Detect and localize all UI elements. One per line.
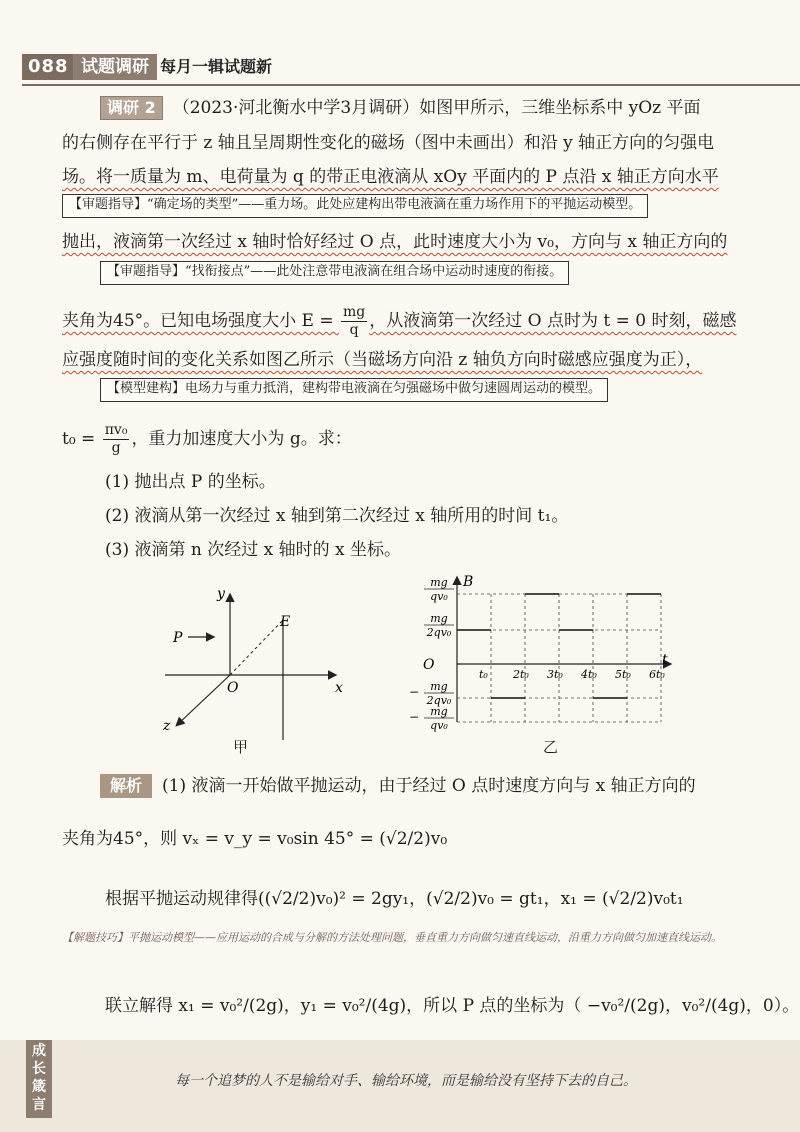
frac-E-den: q [349,322,359,338]
question-1: (1) 抛出点 P 的坐标。 [105,472,276,492]
axis-z [177,675,230,725]
footer-band [0,1040,800,1132]
problem-line-1 [100,96,701,120]
label-B: B [463,574,474,590]
y-tick-label [424,576,454,603]
solution-line-2: 夹角为45°，则 vₓ = v_y = v₀sin 45° = (√2/2)v₀ [62,829,448,849]
y-tick-num: mg [430,680,448,693]
note-model [100,378,608,402]
y-tick-den: 2qv₀ [426,626,452,639]
label-origin: O [423,657,435,673]
frac-E [341,304,367,339]
question-2: (2) 液滴从第一次经过 x 轴到第二次经过 x 轴所用的时间 t₁。 [105,506,569,526]
y-tick-label [409,705,454,732]
problem-line-3: 场。将一质量为 m、电荷量为 q 的带正电液滴从 xOy 平面内的 P 点沿 x 轴正方向水平 [62,167,719,187]
caption-jia: 甲 [233,738,249,756]
y-tick-label [424,612,454,639]
y-tick-sign: − [409,685,420,699]
note-3-text: 【模型建构】电场力与重力抵消，建构带电液滴在匀强磁场中做匀速圆周运动的模型。 [107,381,602,396]
solution-line-1-text: (1) 液滴一开始做平抛运动，由于经过 O 点时速度方向与 x 轴正方向的 [162,776,696,796]
header-rule [22,84,800,86]
header-subtitle: 每月一辑试题新 [160,57,273,76]
y-tick-den: qv₀ [430,590,448,603]
solution-line-3: 根据平抛运动规律得((√2/2)v₀)² = 2gy₁，(√2/2)v₀ = gt₁，x₁ = (√2/2)v₀t₁ [105,889,684,909]
solution-line-1 [100,774,696,798]
label-x: x [335,680,343,696]
solution-tip: 【解题技巧】平抛运动模型——应用运动的合成与分解的方法处理问题，垂直重力方向做匀速直线运动，沿重力方向做匀加速直线运动。 [62,931,722,944]
x-tick-label: 6t₀ [649,668,665,681]
note-2-text: 【审题指导】“找衔接点”——此处注意带电液滴在组合场中运动时速度的衔接。 [107,264,563,279]
frac-E-num: mg [343,304,366,320]
label-O: O [227,680,239,696]
line-5-a: 夹角为45°。已知电场强度大小 E = [62,311,339,331]
y-tick-den: 2qv₀ [426,694,452,707]
section-tag: 试题调研 [73,54,157,80]
line-7-b: ，重力加速度大小为 g。求： [131,429,352,449]
frac-t0-den: g [111,440,121,456]
y-tick-num: mg [430,576,448,589]
problem-line-6: 应强度随时间的变化关系如图乙所示（当磁场方向沿 z 轴负方向时磁感应强度为正）， [62,350,703,370]
frac-t0 [103,422,130,457]
figure-jia [155,580,365,745]
problem-line-1-text: （2023·河北衡水中学3月调研）如图甲所示，三维坐标系中 yOz 平面 [172,98,701,118]
problem-line-2: 的右侧存在平行于 z 轴且呈周期性变化的磁场（图中未画出）和沿 y 轴正方向的匀强电 [62,133,715,153]
footer-side-label: 成长箴言 [26,1040,52,1118]
y-tick-den: qv₀ [430,719,448,732]
caption-yi: 乙 [543,738,559,756]
note-reading-guide-2 [100,261,569,285]
solution-line-4: 联立解得 x₁ = v₀²/(2g)，y₁ = v₀²/(4g)，所以 P 点的坐标为（ −v₀²/(2g)，v₀²/(4g)，0）。 [105,996,800,1016]
x-tick-label: 3t₀ [547,668,563,681]
figure-yi [405,572,680,737]
x-tick-label: t₀ [479,668,488,681]
x-tick-labels [479,668,665,681]
label-E: E [280,614,291,630]
question-3: (3) 液滴第 n 次经过 x 轴时的 x 坐标。 [105,540,402,560]
y-tick-sign: − [409,710,420,724]
x-tick-label: 4t₀ [581,668,597,681]
waveform [457,594,661,722]
y-tick-labels [409,576,454,732]
problem-line-4: 抛出，液滴第一次经过 x 轴时恰好经过 O 点，此时速度大小为 v₀，方向与 x 轴正方向的 [62,232,728,252]
page-header [0,48,800,86]
page-number: 088 [22,54,75,80]
y-tick-label [409,680,454,707]
dashed-line [230,620,283,675]
note-reading-guide-1 [62,194,648,218]
label-y: y [217,586,225,602]
label-t: t [662,652,668,668]
line-5-b: ，从液滴第一次经过 O 点时为 t = 0 时刻，磁感 [369,311,737,331]
line-7-a: t₀ = [62,429,101,449]
footer-quote: 每一个追梦的人不是输给对手、输给环境，而是输给没有坚持下去的自己。 [175,1073,637,1089]
solution-badge: 解析 [100,774,152,798]
x-tick-label: 5t₀ [615,668,631,681]
note-1-text: 【审题指导】“确定场的类型”——重力场。此处应建构出带电液滴在重力场作用下的平抛运动模型。 [69,197,642,212]
label-P: P [173,630,183,646]
problem-line-5 [62,304,737,339]
problem-badge: 调研 2 [100,96,163,120]
frac-t0-num: πv₀ [104,422,128,438]
y-tick-num: mg [430,612,448,625]
y-tick-num: mg [430,705,448,718]
label-z: z [163,718,171,734]
problem-line-7 [62,422,352,457]
x-tick-label: 2t₀ [513,668,529,681]
